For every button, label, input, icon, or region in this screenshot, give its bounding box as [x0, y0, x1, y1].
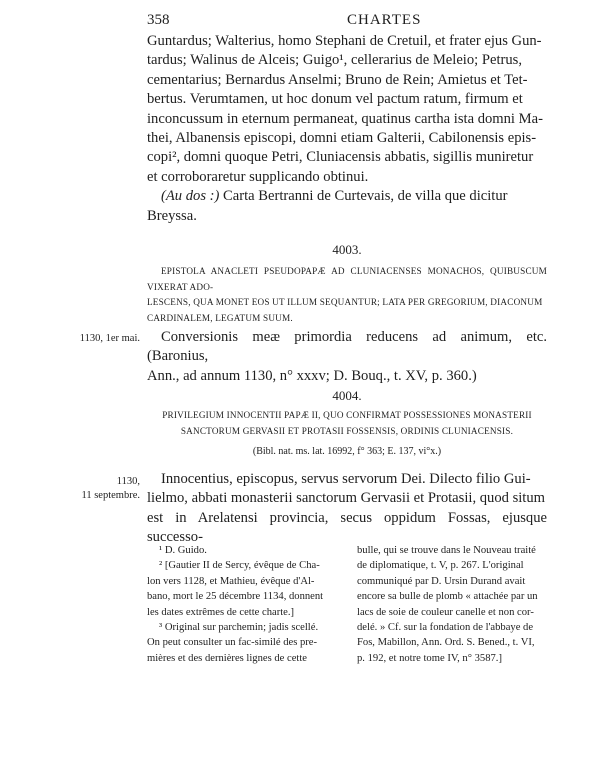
- text-line: cementarius; Bernardus Anselmi; Bruno de Rein; Amietus et Tet-: [147, 71, 528, 88]
- continuation-text: [147, 32, 547, 226]
- charter-heading-4003: [147, 264, 547, 326]
- text-line: tardus; Walinus de Alceis; Guigo¹, cellerarius de Meleio; Petrus,: [147, 52, 522, 69]
- footnote-line: ¹ D. Guido.: [159, 545, 207, 556]
- footnote-line: ³ Original sur parchemin; jadis scellé.: [159, 622, 319, 634]
- footnote-line: p. 192, et notre tome IV, n° 3587.]: [357, 652, 502, 664]
- footnote-line: ² [Gautier II de Sercy, évêque de Cha-: [159, 560, 320, 572]
- footnote-line: bulle, qui se trouve dans le Nouveau traité: [357, 545, 536, 556]
- text-line: copi², domni quoque Petri, Cluniacensis abbatis, sigillis muniretur: [147, 149, 534, 166]
- footnote-line: Fos, Mabillon, Ann. Ord. S. Bened., t. VI,: [357, 637, 535, 649]
- footnote-line: de diplomatique, t. V, p. 267. L'original: [357, 560, 524, 572]
- charter-date-4003: 1130, 1er mai.: [79, 333, 140, 344]
- charter-heading-4004: [147, 408, 547, 439]
- page-number: 358: [147, 12, 170, 28]
- heading-line: LESCENS, QUA MONET EOS UT ILLUM SEQUANTUR; LATA PER GREGORIUM, DIACONUM: [147, 297, 543, 307]
- footnotes-right-column: [357, 543, 547, 666]
- footnote-line: delé. » Cf. sur la fondation de l'abbaye de: [357, 622, 534, 634]
- footnote-line: On peut consulter un fac-similé des pre-: [147, 637, 318, 649]
- footnote-line: les dates extrêmes de cette charte.]: [147, 606, 295, 618]
- charter-text-4003: [147, 328, 547, 386]
- footnote-line: communiqué par D. Ursin Durand avait: [357, 575, 526, 587]
- footnotes-left-column: [147, 543, 337, 666]
- charter-text-4004: [147, 470, 547, 548]
- dorse-label: (Au dos :): [161, 188, 220, 205]
- dorse-text: Carta Bertranni de Curtevais, de villa que dicitur Breyssa.: [147, 188, 508, 224]
- footnote-line: mières et des dernières lignes de cette: [147, 652, 308, 664]
- heading-line: CARDINALEM, LEGATUM SUUM.: [147, 312, 293, 323]
- footnote-line: bano, mort le 25 décembre 1134, donnent: [147, 591, 324, 603]
- footnote-line: lon vers 1128, et Mathieu, évêque d'Al-: [147, 575, 315, 587]
- running-title: CHARTES: [347, 12, 422, 28]
- text-line: Innocentius, episcopus, servus servorum Dei. Dilecto filio Gui-: [161, 471, 531, 487]
- text-line: thei, Albanensis episcopi, domni etiam Galterii, Cabilonensis epis-: [147, 130, 537, 147]
- date-line: 1130,: [116, 476, 140, 487]
- manuscript-reference: (Bibl. nat. ms. lat. 16992, f° 363; E. 137, vi°x.): [252, 446, 442, 457]
- text-line: est in Arelatensi provincia, secus oppidum Fossas, ejusque successo-: [147, 509, 547, 546]
- dorse-note: [147, 187, 547, 226]
- text-line: Ann., ad annum 1130, n° xxxv; D. Bouq., t. XV, p. 360.): [147, 367, 477, 384]
- text-line: lielmo, abbati monasterii sanctorum Gervasii et Protasii, quod situm: [147, 490, 546, 507]
- heading-line: SANCTORUM GERVASII ET PROTASII FOSSENSIS, ORDINIS CLUNIACENSIS.: [180, 425, 514, 436]
- heading-line: EPISTOLA ANACLETI PSEUDOPAPÆ AD CLUNIACENSES MONACHOS, QUIBUSCUM VIXERAT ADO-: [147, 266, 547, 292]
- footnote-line: lacs de soie de couleur canelle et non cor-: [357, 606, 534, 618]
- text-line: et corroboraretur supplicando obtinui.: [147, 168, 369, 185]
- footnote-line: encore sa bulle de plomb « attachée par un: [357, 591, 538, 603]
- charter-number-4003: 4003.: [332, 242, 362, 257]
- charter-date-4004: [81, 475, 140, 503]
- charter-number-4004: 4004.: [332, 388, 362, 403]
- text-line: inconcussum in eternum permaneat, quatinus cartha ista domni Ma-: [147, 110, 543, 127]
- text-line: Conversionis meæ primordia reducens ad animum, etc. (Baronius,: [147, 329, 547, 365]
- text-line: bertus. Verumtamen, ut hoc donum vel pactum ratum, firmum et: [147, 91, 523, 108]
- date-line: 11 septembre.: [81, 490, 140, 501]
- heading-line: PRIVILEGIUM INNOCENTII PAPÆ II, QUO CONFIRMAT POSSESSIONES MONASTERII: [162, 410, 532, 420]
- text-line: Guntardus; Walterius, homo Stephani de Cretuil, et frater ejus Gun-: [147, 33, 542, 49]
